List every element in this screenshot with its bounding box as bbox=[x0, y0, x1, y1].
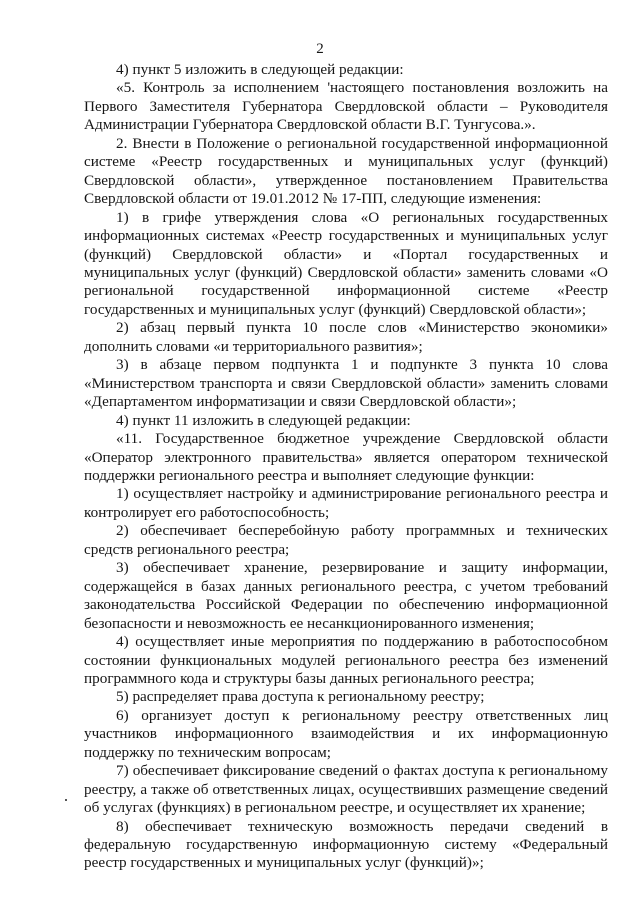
paragraph-function-1: 1) осуществляет настройку и администрирование регионального реестра и контролирует его работоспособность; bbox=[84, 485, 608, 521]
paragraph-amendment-2: 2. Внести в Положение о региональной государственной информационной системе «Реестр государственных и муниципальных услуг (функций) Свердловской области», утвержденное постановлением Правительства Свердловской области от 19.01.2012 № 17-ПП, следующие изменения: bbox=[84, 134, 608, 208]
document-body bbox=[84, 61, 608, 873]
paragraph-function-7: 7) обеспечивает фиксирование сведений о фактах доступа к региональному реестру, а также об ответственных лицах, осуществивших размещение сведений об услугах (функциях) в региональном реестре, и осуществляет их хранение; bbox=[84, 762, 608, 817]
paragraph-control-clause: «5. Контроль за исполнением 'настоящего постановления возложить на Первого Заместителя Губернатора Свердловской области – Руководителя Администрации Губернатора Свердловской области В.Г. Тунгусова.». bbox=[84, 79, 608, 134]
paragraph-function-8: 8) обеспечивает техническую возможность передачи сведений в федеральную государственную информационную систему «Федеральный реестр государственных и муниципальных услуг (функций)»; bbox=[84, 817, 608, 872]
paragraph-subitem-3: 3) в абзаце первом подпункта 1 и подпункте 3 пункта 10 слова «Министерством транспорта и связи Свердловской области» заменить словами «Департаментом информатизации и связи Свердловской области»; bbox=[84, 356, 608, 411]
scan-mark bbox=[65, 799, 67, 801]
paragraph-function-2: 2) обеспечивает бесперебойную работу программных и технических средств регионального реестра; bbox=[84, 522, 608, 558]
paragraph-function-4: 4) осуществляет иные мероприятия по поддержанию в работоспособном состоянии функциональных модулей регионального реестра без изменений программного кода и структуры базы данных регионального реестра; bbox=[84, 633, 608, 687]
paragraph-item-11: «11. Государственное бюджетное учреждение Свердловской области «Оператор электронного правительства» является оператором технической поддержки регионального реестра и выполняет следующие функции: bbox=[84, 430, 608, 484]
paragraph-function-5: 5) распределяет права доступа к региональному реестру; bbox=[116, 688, 485, 706]
page-number: 2 bbox=[316, 41, 324, 57]
paragraph-function-6: 6) организует доступ к региональному реестру ответственных лиц участников информационного взаимодействия и их информационную поддержку по техническим вопросам; bbox=[84, 706, 608, 761]
paragraph-subitem-2: 2) абзац первый пункта 10 после слов «Министерство экономики» дополнить словами «и территориального развития»; bbox=[84, 319, 608, 355]
paragraph-subitem-1: 1) в грифе утверждения слова «О региональных государственных информационных системах «Реестр государственных и муниципальных услуг (функций) Свердловской области» и «Портал государственных и муниципальных услуг (функций) Свердловской области» заменить словами «О региональной государственной информационной системе «Реестр государственных и муниципальных услуг (функций) Свердловской области»; bbox=[84, 208, 608, 318]
paragraph-subitem-4: 4) пункт 11 изложить в следующей редакции: bbox=[116, 411, 411, 429]
paragraph-function-3: 3) обеспечивает хранение, резервирование и защиту информации, содержащейся в базах данных регионального реестра, с учетом требований законодательства Российской Федерации по обеспечению информационной безопасности и невозможность ее несанкционированного изменения; bbox=[84, 559, 608, 632]
paragraph-item-5-header: 4) пункт 5 изложить в следующей редакции: bbox=[116, 61, 404, 78]
